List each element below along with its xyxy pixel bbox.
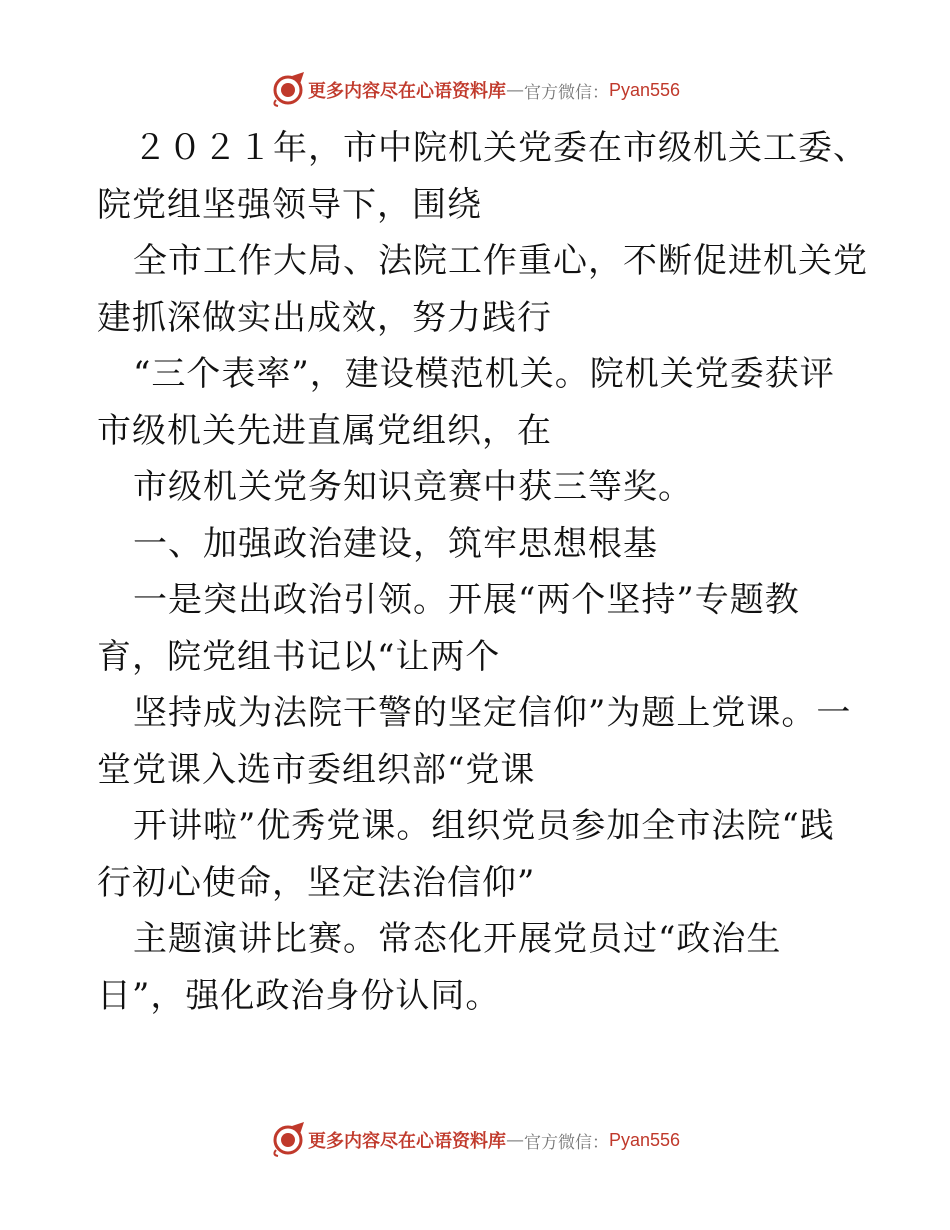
text-line: ２０２１年，市中院机关党委在市级机关工委、 — [133, 128, 868, 168]
watermark-official: 官方微信： — [523, 1132, 609, 1153]
text-line: 一是突出政治引领。开展“两个坚持”专题教 — [133, 580, 800, 620]
pen-circle-logo-icon — [270, 72, 306, 108]
text-line: 院党组坚强领导下，围绕 — [97, 184, 482, 225]
document-body — [97, 120, 887, 1024]
watermark-dash: — — [505, 1129, 524, 1151]
watermark-official: 官方微信： — [523, 82, 609, 103]
watermark-wechat-id: Pyan556 — [608, 1129, 681, 1150]
pen-circle-logo-icon — [270, 1122, 306, 1158]
watermark-brand: 更多内容尽在心语资料库 — [307, 81, 506, 102]
text-line: “三个表率”，建设模范机关。院机关党委获评 — [133, 354, 835, 394]
text-line: 建抓深做实出成效，努力践行 — [97, 297, 552, 338]
watermark-brand: 更多内容尽在心语资料库 — [307, 1131, 506, 1152]
text-line: 开讲啦”优秀党课。组织党员参加全市法院“践 — [133, 806, 835, 846]
text-line: 主题演讲比赛。常态化开展党员过“政治生 — [133, 919, 782, 959]
watermark-dash: — — [505, 79, 524, 101]
text-line: 全市工作大局、法院工作重心，不断促进机关党 — [133, 241, 868, 281]
watermark-footer — [0, 1120, 950, 1160]
text-line: 堂党课入选市委组织部“党课 — [97, 749, 536, 790]
text-line: 坚持成为法院干警的坚定信仰”为题上党课。一 — [133, 693, 852, 733]
text-line: 市级机关党务知识竞赛中获三等奖。 — [133, 467, 693, 507]
text-line: 市级机关先进直属党组织，在 — [97, 410, 552, 451]
watermark-wechat-id: Pyan556 — [608, 79, 681, 100]
watermark-header — [0, 70, 950, 110]
text-line: 育，院党组书记以“让两个 — [97, 636, 501, 677]
section-heading: 一、加强政治建设，筑牢思想根基 — [133, 523, 658, 564]
text-line: 日”，强化政治身份认同。 — [97, 975, 501, 1016]
text-line: 行初心使命，坚定法治信仰” — [97, 862, 536, 903]
